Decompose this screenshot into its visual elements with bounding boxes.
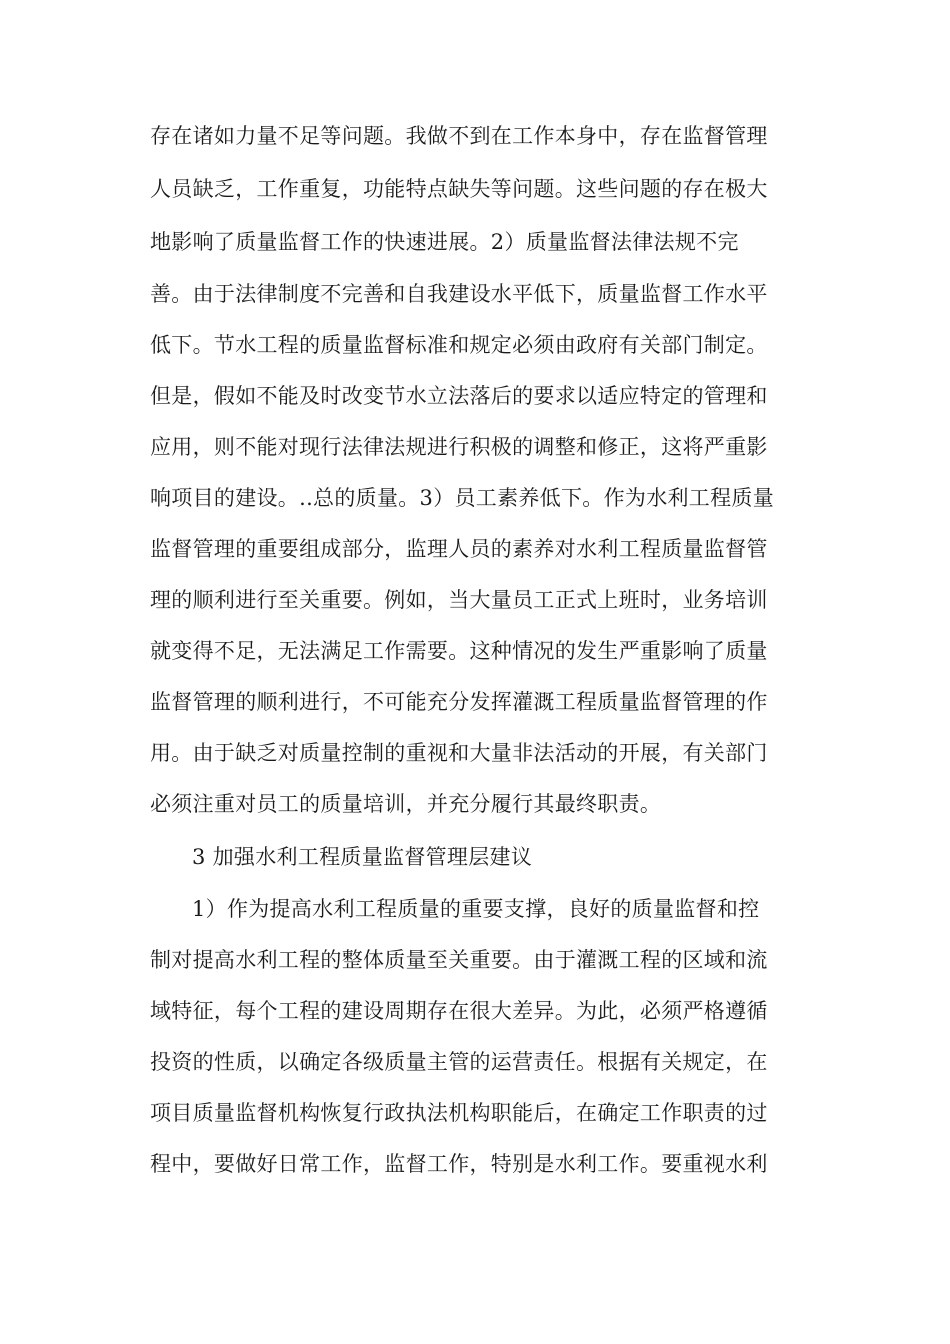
paragraph-line: 项目质量监督机构恢复行政执法机构职能后，在确定工作职责的过 [150,1101,768,1125]
paragraph-line: 低下。节水工程的质量监督标准和规定必须由政府有关部门制定。 [150,333,768,357]
paragraph-line: 制对提高水利工程的整体质量至关重要。由于灌溉工程的区域和流 [150,948,768,972]
paragraph-line: 投资的性质，以确定各级质量主管的运营责任。根据有关规定，在 [150,1050,768,1074]
paragraph-line: 用。由于缺乏对质量控制的重视和大量非法活动的开展，有关部门 [150,741,768,765]
paragraph-line: 人员缺乏，工作重复，功能特点缺失等问题。这些问题的存在极大 [150,177,768,201]
paragraph-line: 但是，假如不能及时改变节水立法落后的要求以适应特定的管理和 [150,384,768,408]
paragraph-line: 监督管理的顺利进行，不可能充分发挥灌溉工程质量监督管理的作 [150,690,768,714]
paragraph-line: 善。由于法律制度不完善和自我建设水平低下，质量监督工作水平 [150,282,768,306]
paragraph-line: 就变得不足，无法满足工作需要。这种情况的发生严重影响了质量 [150,639,768,663]
paragraph-line: 监督管理的重要组成部分，监理人员的素养对水利工程质量监督管 [150,537,768,561]
paragraph-line: 域特征，每个工程的建设周期存在很大差异。为此，必须严格遵循 [150,999,768,1023]
paragraph-line: 地影响了质量监督工作的快速进展。2）质量监督法律法规不完 [150,230,739,254]
paragraph-line: 必须注重对员工的质量培训，并充分履行其最终职责。 [150,792,662,816]
paragraph-line: 理的顺利进行至关重要。例如，当大量员工正式上班时，业务培训 [150,588,768,612]
section-heading: 3 加强水利工程质量监督管理层建议 [192,845,533,869]
paragraph-line: 程中，要做好日常工作，监督工作，特别是水利工作。要重视水利 [150,1152,768,1176]
paragraph-line: 应用，则不能对现行法律法规进行积极的调整和修正，这将严重影 [150,435,768,459]
paragraph-line: 响项目的建设。..总的质量。3）员工素养低下。作为水利工程质量 [150,486,775,510]
paragraph-line: 1）作为提高水利工程质量的重要支撑，良好的质量监督和控 [192,897,760,921]
paragraph-line: 存在诸如力量不足等问题。我做不到在工作本身中，存在监督管理 [150,124,768,148]
